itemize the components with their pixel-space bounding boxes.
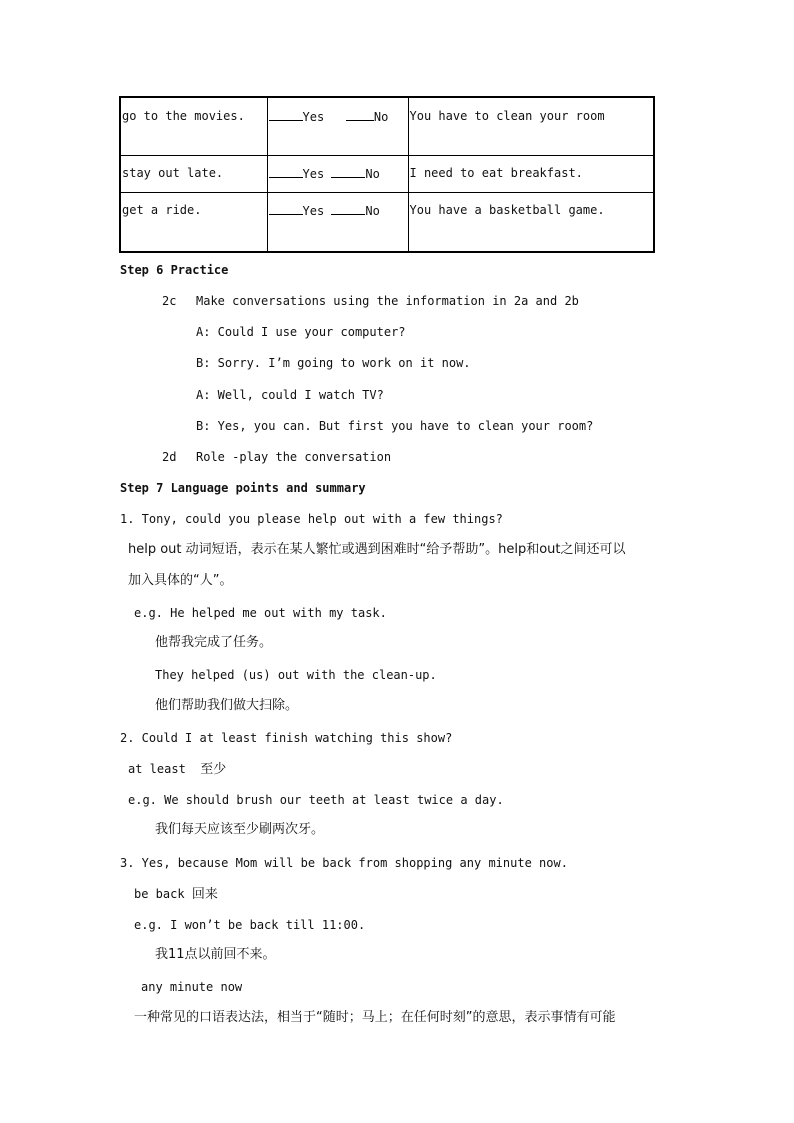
item-2c-text: Make conversations using the information in 2a and 2b	[196, 294, 579, 308]
yes-no-cell: Yes No	[267, 97, 408, 155]
point-1-note-cont: 加入具体的“人”。	[128, 573, 233, 588]
activity-cell: get a ride.	[120, 192, 267, 252]
table-row	[120, 192, 654, 252]
step7-heading: Step 7 Language points and summary	[120, 481, 366, 495]
example-sentence: e.g. I won’t be back till 11:00.	[134, 918, 366, 932]
options-table	[119, 96, 655, 253]
dialog-line: A: Could I use your computer?	[196, 325, 406, 339]
point-1-sentence: 1. Tony, could you please help out with a few things?	[120, 512, 503, 526]
reason-cell: I need to eat breakfast.	[408, 155, 654, 192]
point-3-sentence: 3. Yes, because Mom will be back from shopping any minute now.	[120, 856, 568, 870]
phrase: any minute now	[141, 980, 243, 994]
point-2-sentence: 2. Could I at least finish watching this show?	[120, 731, 453, 745]
example-translation: 他帮我完成了任务。	[155, 635, 273, 650]
reason-cell: You have to clean your room	[408, 97, 654, 155]
point-1-note: help out 动词短语，表示在某人繁忙或遇到困难时“给予帮助”。help和out之间还可以	[128, 542, 626, 557]
phrase: be back 回来	[134, 887, 218, 902]
phrase-note: 一种常见的口语表达法，相当于“随时；马上；在任何时刻”的意思，表示事情有可能	[134, 1010, 616, 1025]
example-translation: 我11点以前回不来。	[155, 947, 276, 962]
table-row	[120, 97, 654, 155]
item-2d-number: 2d	[162, 450, 177, 464]
dialog-line: B: Yes, you can. But first you have to clean your room?	[196, 419, 594, 433]
activity-cell: go to the movies.	[120, 97, 267, 155]
item-2d-text: Role -play the conversation	[196, 450, 392, 464]
example-sentence: e.g. He helped me out with my task.	[134, 606, 387, 620]
activity-cell: stay out late.	[120, 155, 267, 192]
dialog-line: B: Sorry. I’m going to work on it now.	[196, 356, 471, 370]
example-sentence: They helped (us) out with the clean-up.	[155, 668, 437, 682]
yes-no-cell: Yes No	[267, 192, 408, 252]
phrase: at least 至少	[128, 762, 227, 777]
reason-cell: You have a basketball game.	[408, 192, 654, 252]
dialog-line: A: Well, could I watch TV?	[196, 388, 384, 402]
example-sentence: e.g. We should brush our teeth at least twice a day.	[128, 793, 504, 807]
step6-heading: Step 6 Practice	[120, 263, 229, 277]
table-row	[120, 155, 654, 192]
item-2c-number: 2c	[162, 294, 177, 308]
example-translation: 我们每天应该至少刷两次牙。	[155, 822, 325, 837]
example-translation: 他们帮助我们做大扫除。	[155, 698, 299, 713]
yes-no-cell: Yes No	[267, 155, 408, 192]
